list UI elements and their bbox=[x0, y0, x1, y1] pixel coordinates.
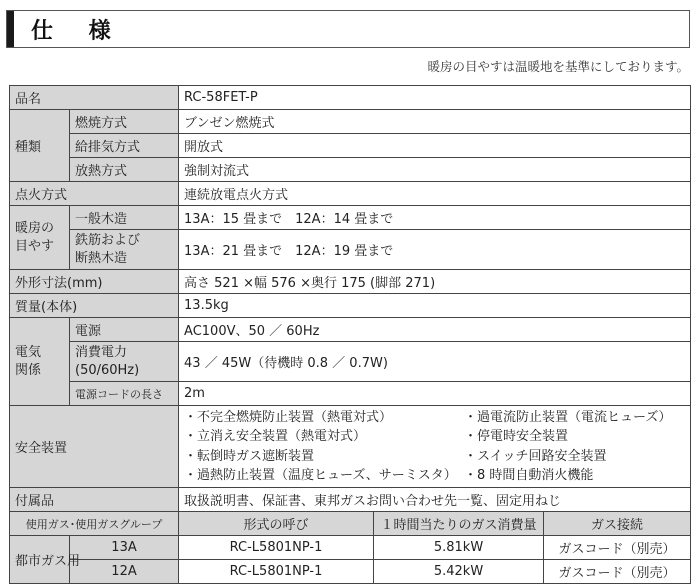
combustion-method-value: ブンゼン燃焼式 bbox=[179, 110, 691, 134]
row-cord-length bbox=[10, 382, 691, 406]
product-name-value: RC-58FET-P bbox=[179, 86, 691, 110]
safety-list-left: ・不完全燃焼防止装置（熱電対式） ・立消え安全装置（熱電対式） ・転倒時ガス遮断装置 ・過熱防止装置（温度ヒューズ、サーミスタ） bbox=[184, 409, 457, 483]
ignition-value: 連続放電点火方式 bbox=[179, 182, 691, 206]
general-wood-value: 13A：15 畳まで 12A：14 畳まで bbox=[179, 206, 691, 230]
weight-value: 13.5kg bbox=[179, 294, 691, 318]
heating-note: 暖房の目やすは温暖地を基準にしております。 bbox=[427, 59, 689, 74]
connection-header: ガス接続 bbox=[544, 512, 691, 536]
heat-method-value: 強制対流式 bbox=[179, 158, 691, 182]
product-name-label: 品名 bbox=[15, 92, 42, 107]
heating-guide-label: 暖房の 目やす bbox=[10, 206, 70, 270]
concrete-wood-label: 鉄筋および 断熱木造 bbox=[70, 230, 179, 270]
power-source-label: 電源 bbox=[70, 318, 179, 342]
row-safety bbox=[10, 406, 691, 488]
cord-length-label: 電源コードの長さ bbox=[70, 382, 179, 406]
consumption-12a: 5.42kW bbox=[374, 560, 544, 584]
combustion-method-label: 燃焼方式 bbox=[70, 110, 179, 134]
dimensions-value: 高さ 521 ×幅 576 ×奥行 175 (脚部 271) bbox=[179, 270, 691, 294]
row-heating-concrete bbox=[10, 230, 691, 270]
concrete-wood-value: 13A：21 畳まで 12A：19 畳まで bbox=[179, 230, 691, 270]
section-title-box bbox=[6, 10, 690, 48]
gas-type-12a: 12A bbox=[70, 560, 179, 584]
row-product-name bbox=[10, 86, 691, 110]
row-heating-general bbox=[10, 206, 691, 230]
power-consumption-value: 43 ／ 45W（待機時 0.8 ／ 0.7W) bbox=[179, 342, 691, 382]
model-12a: RC-L5801NP-1 bbox=[179, 560, 374, 584]
safety-devices bbox=[179, 406, 691, 488]
power-consumption-label: 消費電力 (50/60Hz) bbox=[70, 342, 179, 382]
cord-length-value: 2m bbox=[179, 382, 691, 406]
row-power-consumption bbox=[10, 342, 691, 382]
ignition-label: 点火方式 bbox=[10, 182, 179, 206]
power-source-value: AC100V、50 ／ 60Hz bbox=[179, 318, 691, 342]
city-gas-label: 都市ガス用 bbox=[10, 536, 70, 584]
gas-row-12a bbox=[10, 560, 691, 584]
weight-label: 質量(本体) bbox=[10, 294, 179, 318]
model-header: 形式の呼び bbox=[179, 512, 374, 536]
gas-group-header: 使用ガス･使用ガスグループ bbox=[10, 512, 179, 536]
gas-type-13a: 13A bbox=[70, 536, 179, 560]
safety-label: 安全装置 bbox=[10, 406, 179, 488]
row-type-combustion bbox=[10, 110, 691, 134]
heat-method-label: 放熱方式 bbox=[70, 158, 179, 182]
section-title: 仕 様 bbox=[31, 19, 125, 44]
row-type-ventilation bbox=[10, 134, 691, 158]
connection-12a: ガスコード（別売） bbox=[544, 560, 691, 584]
consumption-13a: 5.81kW bbox=[374, 536, 544, 560]
spec-table bbox=[9, 85, 691, 584]
ventilation-method-label: 給排気方式 bbox=[70, 134, 179, 158]
title-accent-bar bbox=[7, 11, 14, 47]
row-weight bbox=[10, 294, 691, 318]
row-power-source bbox=[10, 318, 691, 342]
model-13a: RC-L5801NP-1 bbox=[179, 536, 374, 560]
safety-list-right: ・過電流防止装置（電流ヒューズ） ・停電時安全装置 ・スイッチ回路安全装置 ・8 時間自動消火機能 bbox=[464, 409, 672, 483]
type-label: 種類 bbox=[10, 110, 70, 182]
row-accessories bbox=[10, 488, 691, 512]
general-wood-label: 一般木造 bbox=[70, 206, 179, 230]
consumption-header: １時間当たりのガス消費量 bbox=[374, 512, 544, 536]
accessories-value: 取扱説明書、保証書、東邦ガスお問い合わせ先一覧、固定用ねじ bbox=[179, 488, 691, 512]
gas-row-13a bbox=[10, 536, 691, 560]
row-ignition bbox=[10, 182, 691, 206]
gas-table-header bbox=[10, 512, 691, 536]
row-type-heat bbox=[10, 158, 691, 182]
row-dimensions bbox=[10, 270, 691, 294]
electrical-label: 電気 関係 bbox=[10, 318, 70, 406]
ventilation-method-value: 開放式 bbox=[179, 134, 691, 158]
accessories-label: 付属品 bbox=[10, 488, 179, 512]
dimensions-label: 外形寸法(mm) bbox=[10, 270, 179, 294]
connection-13a: ガスコード（別売） bbox=[544, 536, 691, 560]
